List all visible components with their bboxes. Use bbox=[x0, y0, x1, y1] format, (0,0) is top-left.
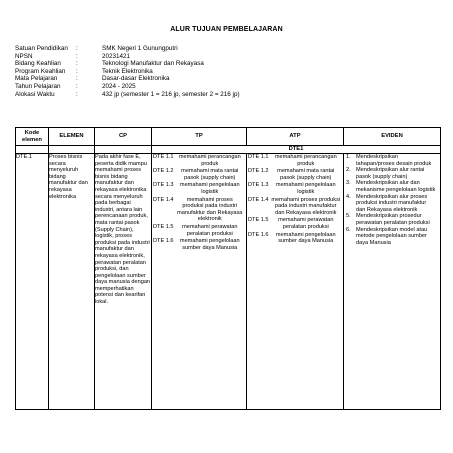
atp-code: DTE 1.2 bbox=[248, 168, 269, 175]
atp-item bbox=[247, 232, 343, 245]
info-key: Alokasi Waktu bbox=[15, 90, 55, 98]
info-key: Tahun Pelajaran bbox=[15, 82, 61, 90]
atp-text: memahami pengelolaan sumber daya Manusia bbox=[275, 231, 336, 245]
cell-tp bbox=[152, 154, 247, 410]
info-row-program-keahlian bbox=[15, 68, 240, 76]
tp-text: memahami proses produksi pada industri manufaktur dan Rekayasa elektronik bbox=[177, 196, 243, 223]
eviden-item bbox=[344, 194, 440, 214]
tp-text: memahami pengelolaan logistik bbox=[179, 182, 240, 195]
table-row bbox=[16, 154, 441, 410]
tp-item bbox=[152, 224, 246, 237]
eviden-item bbox=[344, 227, 440, 247]
info-key: NPSN bbox=[15, 52, 33, 60]
info-value: SMK Negeri 1 Gunungputri bbox=[102, 45, 178, 52]
info-sep: : bbox=[76, 75, 78, 83]
atp-text: memahami proses produksi pada industri manufaktur dan Rekayasa elektronik bbox=[271, 196, 341, 216]
info-value: Dasar-dasar Elektronika bbox=[102, 75, 170, 83]
eviden-number: 1. bbox=[346, 154, 351, 160]
table-header-row bbox=[16, 128, 441, 146]
eviden-number: 4. bbox=[346, 193, 351, 200]
info-sep: : bbox=[76, 45, 78, 52]
tp-text: memahami mata rantai pasok (supply chain) bbox=[181, 168, 239, 181]
tp-item bbox=[152, 238, 246, 251]
tp-text: memahami pengelolaan sumber daya Manusia bbox=[179, 238, 240, 251]
tp-text: memahami perawatan peralatan produksi bbox=[182, 223, 238, 237]
eviden-number: 2. bbox=[346, 167, 351, 174]
learning-path-table bbox=[15, 127, 441, 410]
category-label: DTE1 bbox=[152, 146, 441, 154]
eviden-item bbox=[344, 180, 440, 193]
cell-atp bbox=[247, 154, 344, 410]
tp-item bbox=[152, 182, 246, 195]
document-info bbox=[15, 45, 240, 98]
tp-text: memahami perancangan produk bbox=[178, 154, 241, 167]
atp-text: memahami pengelolaan logistik bbox=[275, 182, 336, 195]
eviden-item bbox=[344, 213, 440, 226]
info-key: Mata Pelajaran bbox=[15, 75, 58, 83]
info-value: 432 jp (semester 1 = 216 jp, semester 2 = 216 jp) bbox=[102, 90, 240, 98]
eviden-text: Mendeskripsikan tahapan/proses desain produk bbox=[356, 154, 432, 167]
info-value: 2024 - 2025 bbox=[102, 82, 136, 90]
info-sep: : bbox=[76, 52, 78, 60]
eviden-text: Mendeskripsikan model atau metode pengelolaan sumber daya Manusia bbox=[356, 226, 428, 246]
document-title: ALUR TUJUAN PEMBELAJARAN bbox=[170, 26, 283, 33]
category-empty-cell bbox=[95, 146, 152, 154]
header-cp: CP bbox=[95, 128, 152, 146]
cell-cp: Pada akhir fase E, peserta didik mampu memahami proses bisnis bidang manufaktur dan rekayasa elektronika secara menyeluruh pada berbagai industri, antara lain perencanaan produk, mata rantai pasok (Supply Chain), logistik, proses produksi pada industri manufaktur dan rekayasa elektronik, perawatan peralatan produksi, dan pengelolaan sumber daya manusia dengan memperhatikan potensi dan kearifan lokal. bbox=[95, 154, 152, 410]
atp-item bbox=[247, 168, 343, 181]
eviden-number: 6. bbox=[346, 226, 351, 233]
atp-item bbox=[247, 217, 343, 230]
header-atp: ATP bbox=[247, 128, 344, 146]
atp-item bbox=[247, 182, 343, 195]
cell-kode-elemen: DTE.1 bbox=[16, 154, 49, 410]
atp-text: memahami perancangan produk bbox=[274, 154, 337, 167]
atp-item bbox=[247, 154, 343, 167]
eviden-text: Mendeskripsikan alur dan mekanisme pengelolaan logistik bbox=[356, 180, 436, 193]
info-key: Program Keahlian bbox=[15, 67, 66, 75]
tp-code: DTE 1.1 bbox=[153, 154, 174, 160]
atp-code: DTE 1.1 bbox=[248, 154, 269, 160]
info-sep: : bbox=[76, 67, 78, 75]
info-key: Satuan Pendidikan bbox=[15, 45, 68, 52]
eviden-text: Mendeskripsikan alur proses produksi industri manufaktur dan Rekayasa elektronik bbox=[356, 193, 428, 213]
eviden-number: 3. bbox=[346, 180, 351, 187]
tp-code: DTE 1.2 bbox=[153, 168, 174, 175]
header-kode-elemen: Kode elemen bbox=[16, 128, 49, 146]
info-key: Bidang Keahlian bbox=[15, 60, 61, 68]
info-row-bidang-keahlian bbox=[15, 60, 240, 68]
eviden-text: Mendeskripsikan alur rantai pasok (supply chain) bbox=[356, 167, 425, 180]
cell-elemen: Proses bisnis secara menyeluruh bidang manufaktur dan rekayasa elektronika bbox=[49, 154, 95, 410]
info-sep: : bbox=[76, 90, 78, 98]
atp-item bbox=[247, 197, 343, 217]
info-value: Teknologi Manufaktur dan Rekayasa bbox=[102, 60, 204, 68]
eviden-number: 5. bbox=[346, 213, 351, 220]
atp-code: DTE 1.5 bbox=[248, 217, 269, 224]
table-category-row bbox=[16, 146, 441, 154]
tp-code: DTE 1.3 bbox=[153, 182, 174, 189]
cell-eviden bbox=[344, 154, 441, 410]
info-sep: : bbox=[76, 60, 78, 68]
atp-text: memahami mata rantai pasok (supply chain) bbox=[277, 168, 335, 181]
atp-code: DTE 1.4 bbox=[248, 196, 269, 203]
eviden-item bbox=[344, 154, 440, 167]
tp-item bbox=[152, 168, 246, 181]
header-elemen: ELEMEN bbox=[49, 128, 95, 146]
info-row-mata-pelajaran bbox=[15, 75, 240, 83]
info-row-npsn bbox=[15, 53, 240, 61]
info-row-tahun-pelajaran bbox=[15, 83, 240, 91]
tp-item bbox=[152, 154, 246, 167]
eviden-item bbox=[344, 167, 440, 180]
header-eviden: EVIDEN bbox=[344, 128, 441, 146]
info-row-satuan-pendidikan bbox=[15, 45, 240, 53]
eviden-text: Mendeskripsikan prosedur perawatan peralatan produksi bbox=[356, 213, 430, 226]
category-empty-cell bbox=[49, 146, 95, 154]
info-value: 20231421 bbox=[102, 52, 131, 60]
info-row-alokasi-waktu bbox=[15, 91, 240, 99]
tp-code: DTE 1.4 bbox=[153, 196, 174, 203]
atp-code: DTE 1.3 bbox=[248, 182, 269, 189]
info-value: Teknik Elektronika bbox=[102, 67, 153, 75]
info-sep: : bbox=[76, 82, 78, 90]
header-tp: TP bbox=[152, 128, 247, 146]
atp-code: DTE 1.6 bbox=[248, 231, 269, 238]
tp-code: DTE 1.6 bbox=[153, 238, 174, 245]
tp-item bbox=[152, 197, 246, 223]
atp-text: memahami perawatan peralatan produksi bbox=[278, 217, 334, 230]
tp-code: DTE 1.5 bbox=[153, 223, 174, 230]
category-empty-cell bbox=[16, 146, 49, 154]
